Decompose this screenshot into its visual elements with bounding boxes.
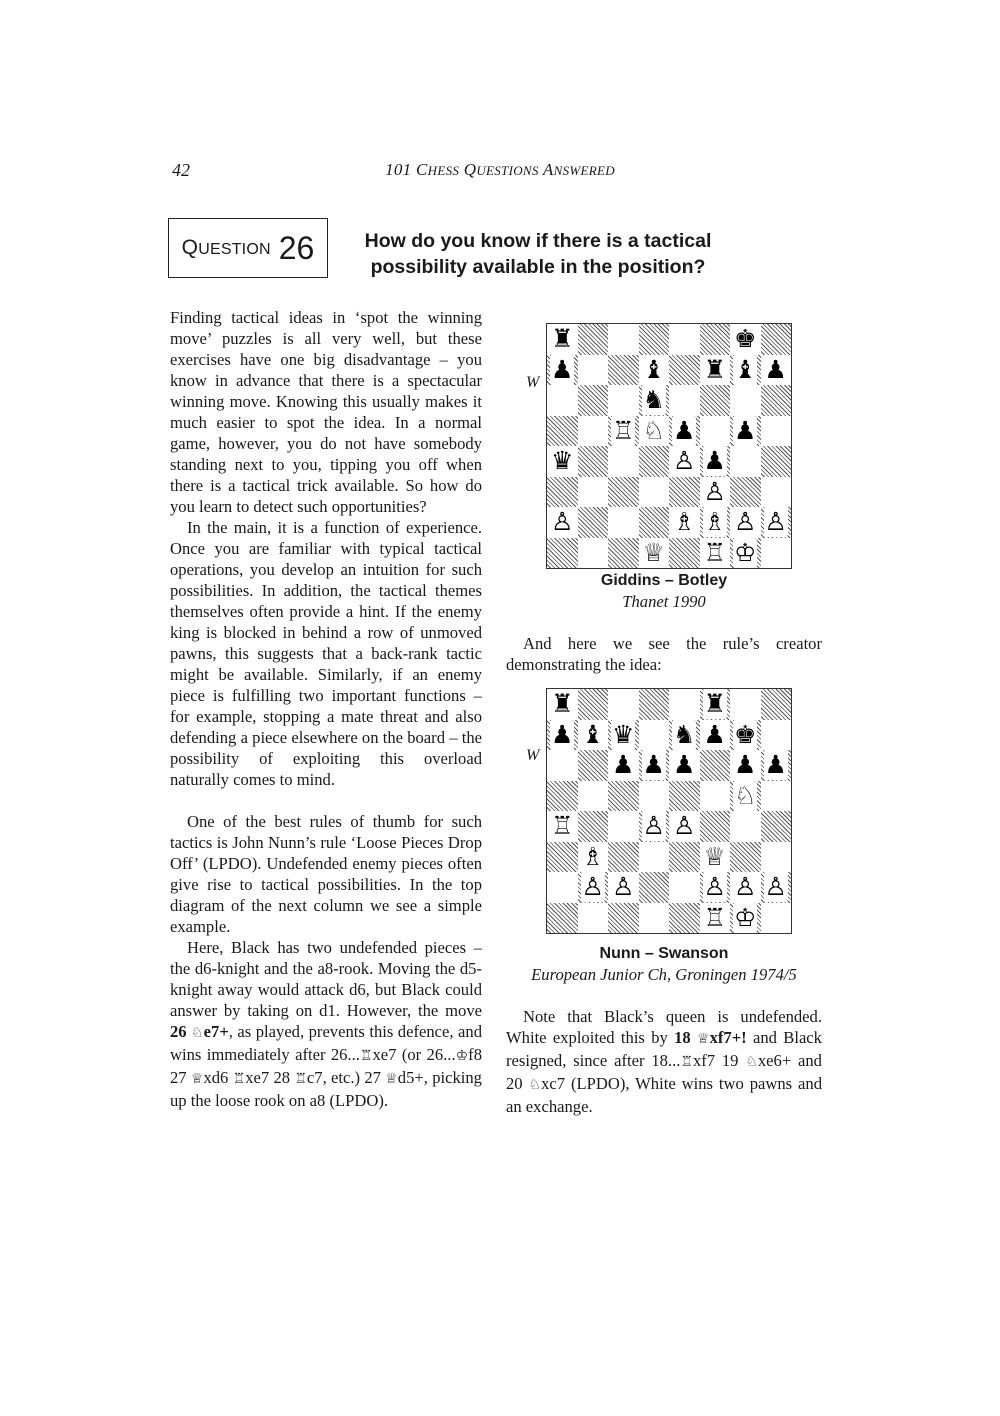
board-square — [639, 385, 670, 416]
board-square — [608, 689, 639, 720]
players: Giddins – Botley — [600, 572, 728, 589]
board-square — [761, 903, 792, 934]
board-square — [700, 385, 731, 416]
board-square — [669, 477, 700, 508]
chess-piece-icon: ♙ — [703, 476, 726, 506]
board-square — [761, 720, 792, 751]
chess-piece-icon: ♟ — [764, 354, 787, 384]
board-square — [639, 507, 670, 538]
chess-piece-icon: ♗ — [581, 841, 604, 871]
board-square — [547, 750, 578, 781]
chess-piece-icon: ♖ — [703, 537, 726, 567]
running-header: 101 CHESS QUESTIONS ANSWERED — [385, 160, 615, 179]
players: Nunn – Swanson — [599, 945, 729, 962]
chess-piece-icon: ♟ — [734, 415, 757, 445]
chess-piece-icon: ♞ — [642, 385, 665, 415]
diagram-1-caption — [506, 570, 822, 612]
board-square — [730, 385, 761, 416]
board-square — [700, 872, 731, 903]
chess-piece-icon: ♟ — [673, 750, 696, 780]
question-title-line-1: How do you know if there is a tactical — [364, 230, 712, 252]
board-square — [639, 811, 670, 842]
board-square — [578, 416, 609, 447]
board-square — [669, 842, 700, 873]
chessboard — [546, 688, 792, 934]
question-number-box — [168, 218, 328, 278]
board-square — [730, 446, 761, 477]
paragraph-4: Here, Black has two undefended pieces – the d6-knight and the a8-rook. Moving the d5-knight away would attack d6, but Black could answer by taking on d1. However, the move 26 ♘e7+, as played, prevents this defence, and wins immediately after 26...♖xe7 (or 26...♔f8 27 ♕xd6 ♖xe7 28 ♖c7, etc.) 27 ♕d5+, picking up the loose rook on a8 (LPDO). — [170, 938, 482, 1110]
chess-piece-icon: ♟ — [764, 750, 787, 780]
left-column — [170, 307, 482, 1111]
board-square — [730, 842, 761, 873]
board-square — [700, 507, 731, 538]
board-square — [639, 689, 670, 720]
board-square — [700, 689, 731, 720]
knight-symbol-icon: ♘ — [191, 1025, 204, 1041]
board-square — [700, 355, 731, 386]
board-square — [730, 720, 761, 751]
board-square — [578, 689, 609, 720]
board-square — [730, 811, 761, 842]
queen-symbol-icon: ♕ — [697, 1031, 710, 1047]
board-square — [700, 446, 731, 477]
board-square — [730, 477, 761, 508]
chess-piece-icon: ♛ — [551, 446, 574, 476]
board-square — [730, 507, 761, 538]
board-square — [547, 416, 578, 447]
chess-piece-icon: ♜ — [551, 324, 574, 354]
board-square — [608, 477, 639, 508]
chess-piece-icon: ♚ — [734, 719, 757, 749]
board-square — [730, 750, 761, 781]
board-square — [547, 903, 578, 934]
chess-piece-icon: ♜ — [703, 689, 726, 719]
board-square — [669, 416, 700, 447]
board-square — [639, 355, 670, 386]
board-square — [669, 781, 700, 812]
board-square — [700, 477, 731, 508]
queen-symbol-icon: ♕ — [385, 1071, 398, 1087]
chess-piece-icon: ♙ — [612, 872, 635, 902]
board-square — [578, 355, 609, 386]
board-square — [547, 781, 578, 812]
board-square — [761, 872, 792, 903]
board-square — [608, 416, 639, 447]
paragraph-3: One of the best rules of thumb for such tactics is John Nunn’s rule ‘Loose Pieces Drop Off’ (LPDO). Undefended enemy pieces often give rise to tactical possibilities. In the top diagram of the next column we see a simple example. — [170, 812, 482, 936]
board-square — [608, 385, 639, 416]
board-square — [639, 903, 670, 934]
chess-piece-icon: ♖ — [612, 415, 635, 445]
chess-piece-icon: ♝ — [581, 719, 604, 749]
board-square — [547, 811, 578, 842]
board-square — [547, 720, 578, 751]
chess-piece-icon: ♘ — [734, 780, 757, 810]
chess-piece-icon: ♝ — [642, 354, 665, 384]
chess-piece-icon: ♟ — [703, 446, 726, 476]
board-square — [547, 538, 578, 569]
board-square — [578, 477, 609, 508]
board-square — [547, 324, 578, 355]
chess-piece-icon: ♕ — [703, 841, 726, 871]
chess-piece-icon: ♟ — [551, 719, 574, 749]
chess-piece-icon: ♙ — [673, 811, 696, 841]
board-square — [547, 507, 578, 538]
board-square — [608, 446, 639, 477]
board-square — [761, 446, 792, 477]
right-paragraph-2: Note that Black’s queen is undefended. White exploited this by 18 ♕xf7+! and Black resigned, since after 18...♖xf7 19 ♘xe6+ and 20 ♘xc7 (LPDO), White wins two pawns and an exchange. — [506, 1007, 822, 1116]
chess-piece-icon: ♙ — [673, 446, 696, 476]
board-square — [578, 781, 609, 812]
chess-piece-icon: ♜ — [703, 354, 726, 384]
board-square — [578, 324, 609, 355]
board-square — [547, 872, 578, 903]
chess-piece-icon: ♜ — [551, 689, 574, 719]
board-square — [639, 416, 670, 447]
rook-symbol-icon: ♖ — [680, 1054, 693, 1070]
chessboard — [546, 323, 792, 569]
board-square — [547, 385, 578, 416]
board-square — [608, 872, 639, 903]
board-square — [669, 324, 700, 355]
knight-symbol-icon: ♘ — [745, 1054, 758, 1070]
board-square — [669, 507, 700, 538]
chess-piece-icon: ♟ — [551, 354, 574, 384]
board-square — [669, 446, 700, 477]
board-square — [761, 385, 792, 416]
board-square — [547, 355, 578, 386]
board-square — [761, 416, 792, 447]
board-square — [578, 385, 609, 416]
board-square — [669, 811, 700, 842]
knight-symbol-icon: ♘ — [528, 1077, 542, 1093]
board-square — [669, 385, 700, 416]
chess-piece-icon: ♙ — [703, 872, 726, 902]
board-square — [761, 477, 792, 508]
rook-symbol-icon: ♖ — [359, 1048, 373, 1064]
board-square — [639, 538, 670, 569]
board-square — [669, 720, 700, 751]
right-paragraph-1: And here we see the rule’s creator demonstrating the idea: — [506, 634, 822, 674]
diagram-1 — [506, 300, 822, 570]
board-square — [730, 538, 761, 569]
rook-symbol-icon: ♖ — [294, 1071, 307, 1087]
side-to-move: W — [526, 747, 540, 764]
board-square — [578, 750, 609, 781]
board-square — [608, 538, 639, 569]
chess-piece-icon: ♟ — [612, 750, 635, 780]
board-square — [761, 750, 792, 781]
board-square — [578, 872, 609, 903]
board-square — [608, 750, 639, 781]
diagram-2 — [506, 675, 822, 943]
board-square — [547, 689, 578, 720]
board-square — [761, 811, 792, 842]
board-square — [639, 324, 670, 355]
board-square — [700, 750, 731, 781]
board-square — [761, 689, 792, 720]
question-title — [352, 228, 724, 280]
board-square — [608, 842, 639, 873]
question-title-line-2: possibility available in the position? — [370, 256, 706, 278]
board-square — [730, 324, 761, 355]
side-to-move: W — [526, 374, 540, 391]
board-square — [700, 538, 731, 569]
event: European Junior Ch, Groningen 1974/5 — [531, 965, 797, 984]
chess-piece-icon: ♚ — [734, 324, 757, 354]
board-square — [761, 781, 792, 812]
board-square — [578, 842, 609, 873]
board-square — [578, 811, 609, 842]
chess-piece-icon: ♛ — [612, 719, 635, 749]
board-square — [608, 324, 639, 355]
chess-piece-icon: ♔ — [734, 537, 757, 567]
board-square — [700, 720, 731, 751]
board-square — [730, 416, 761, 447]
right-column — [506, 300, 822, 1117]
chess-piece-icon: ♟ — [703, 719, 726, 749]
chess-piece-icon: ♗ — [673, 507, 696, 537]
board-square — [547, 446, 578, 477]
board-square — [669, 872, 700, 903]
board-square — [608, 811, 639, 842]
board-square — [761, 324, 792, 355]
king-symbol-icon: ♔ — [455, 1048, 469, 1064]
board-square — [761, 842, 792, 873]
board-square — [578, 720, 609, 751]
board-square — [669, 355, 700, 386]
chess-piece-icon: ♟ — [734, 750, 757, 780]
board-square — [578, 507, 609, 538]
rook-symbol-icon: ♖ — [232, 1071, 246, 1087]
chess-piece-icon: ♟ — [673, 415, 696, 445]
board-square — [730, 689, 761, 720]
board-square — [700, 903, 731, 934]
board-square — [547, 842, 578, 873]
chess-piece-icon: ♞ — [673, 719, 696, 749]
board-square — [761, 507, 792, 538]
board-square — [761, 538, 792, 569]
board-square — [608, 355, 639, 386]
board-square — [639, 446, 670, 477]
diagram-2-caption — [506, 943, 822, 985]
board-square — [669, 903, 700, 934]
queen-symbol-icon: ♕ — [190, 1071, 204, 1087]
paragraph-1: Finding tactical ideas in ‘spot the winning move’ puzzles is all very well, but these exercises have one big disadvantage – you know in advance that there is a spectacular winning move. Knowing this usually makes it much easier to spot the idea. In a normal game, however, you do not have somebody standing next to you, tipping you off when there is a tactical trick available. So how do you learn to detect such opportunities? — [170, 308, 482, 516]
question-number: 26 — [278, 229, 315, 266]
board-square — [669, 750, 700, 781]
chess-piece-icon: ♟ — [642, 750, 665, 780]
board-square — [669, 689, 700, 720]
question-label: QUESTION — [181, 236, 271, 259]
page-number: 42 — [172, 160, 190, 180]
board-square — [608, 720, 639, 751]
board-square — [639, 842, 670, 873]
board-square — [669, 538, 700, 569]
board-square — [578, 538, 609, 569]
chess-piece-icon: ♕ — [642, 537, 665, 567]
board-square — [730, 355, 761, 386]
chess-piece-icon: ♖ — [551, 811, 574, 841]
board-square — [700, 781, 731, 812]
board-square — [730, 872, 761, 903]
chess-piece-icon: ♔ — [734, 902, 757, 932]
board-square — [608, 903, 639, 934]
board-square — [761, 355, 792, 386]
board-square — [700, 811, 731, 842]
chess-piece-icon: ♙ — [642, 811, 665, 841]
chess-piece-icon: ♙ — [734, 872, 757, 902]
board-square — [639, 477, 670, 508]
board-square — [578, 903, 609, 934]
board-square — [700, 842, 731, 873]
paragraph-2: In the main, it is a function of experience. Once you are familiar with typical tactical operations, you develop an intuition for such possibilities. In addition, the tactical themes themselves often provide a hint. If the enemy king is blocked in behind a row of unmoved pawns, this suggests that a back-rank tactic might be available. Similarly, if an enemy piece is fulfilling two important functions – for example, stopping a mate threat and also defending a piece elsewhere on the board – the possibility of exploiting this overload naturally comes to mind. — [170, 518, 482, 789]
chess-piece-icon: ♗ — [703, 507, 726, 537]
event: Thanet 1990 — [622, 592, 706, 611]
board-square — [730, 903, 761, 934]
board-square — [639, 781, 670, 812]
chess-piece-icon: ♘ — [642, 415, 665, 445]
board-square — [700, 416, 731, 447]
board-square — [608, 507, 639, 538]
board-square — [639, 872, 670, 903]
board-square — [639, 720, 670, 751]
chess-piece-icon: ♙ — [734, 507, 757, 537]
chess-piece-icon: ♙ — [764, 507, 787, 537]
chess-piece-icon: ♙ — [581, 872, 604, 902]
chess-piece-icon: ♖ — [703, 902, 726, 932]
board-square — [608, 781, 639, 812]
board-square — [547, 477, 578, 508]
board-square — [730, 781, 761, 812]
chess-piece-icon: ♝ — [734, 354, 757, 384]
board-square — [700, 324, 731, 355]
chess-piece-icon: ♙ — [551, 507, 574, 537]
board-square — [639, 750, 670, 781]
board-square — [578, 446, 609, 477]
chess-piece-icon: ♙ — [764, 872, 787, 902]
